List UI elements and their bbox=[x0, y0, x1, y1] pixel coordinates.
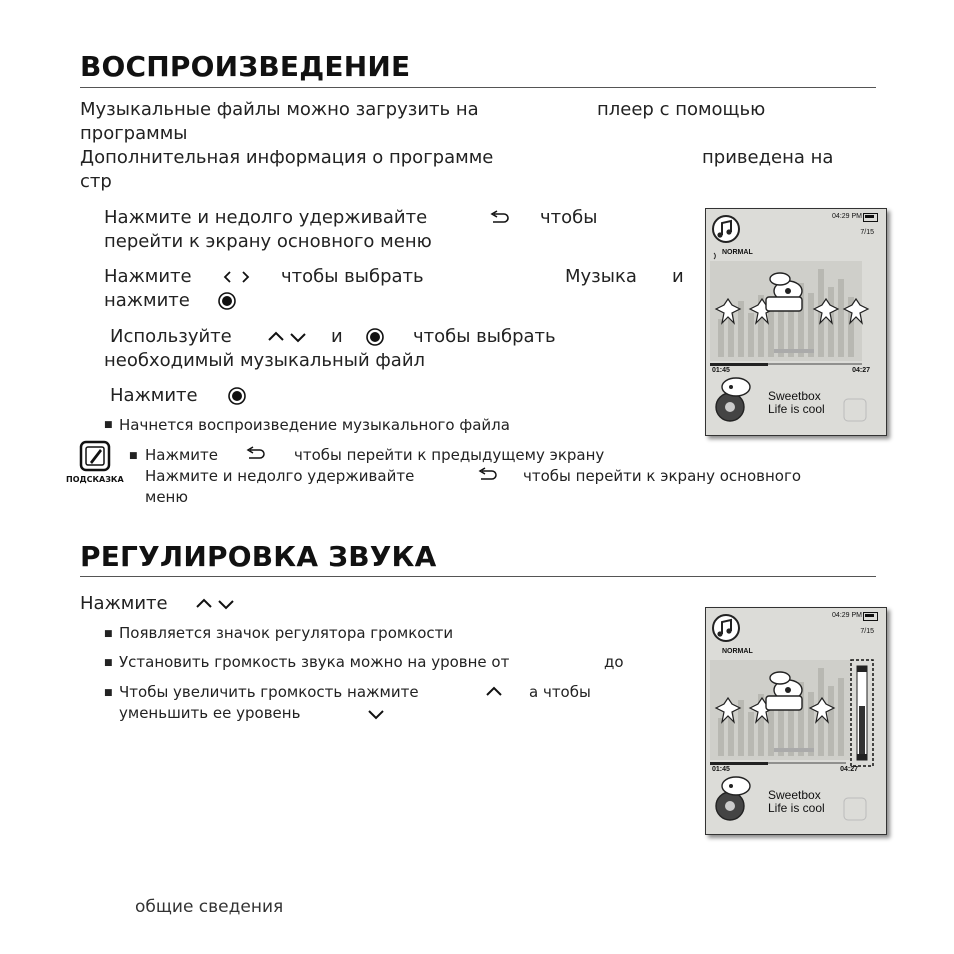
step2-text-b: чтобы выбрать bbox=[281, 266, 424, 287]
player-screen-playback bbox=[705, 208, 887, 436]
bullet-marker: ■ bbox=[104, 688, 113, 698]
tip1-text-a: Нажмите bbox=[145, 446, 219, 464]
device-track-count: 7/15 bbox=[860, 229, 874, 236]
select-button-icon bbox=[365, 327, 385, 347]
device-artist: Sweetbox bbox=[768, 788, 821, 802]
step1-text-c: перейти к экрану основного меню bbox=[104, 231, 432, 252]
bullet-marker: ■ bbox=[129, 451, 138, 461]
device-artist: Sweetbox bbox=[768, 389, 821, 403]
step3-text-b: и bbox=[331, 326, 343, 347]
page-footer: общие сведения bbox=[135, 897, 284, 917]
up-down-icon bbox=[266, 329, 310, 345]
device-time: 04:29 PM bbox=[832, 213, 862, 220]
intro-line2: программы bbox=[80, 123, 188, 144]
tip1-text-b: чтобы перейти к предыдущему экрану bbox=[294, 446, 605, 464]
intro-line1a: Музыкальные файлы можно загрузить на bbox=[80, 99, 479, 120]
up-down-icon bbox=[194, 596, 240, 612]
device-song: Life is cool bbox=[768, 801, 825, 815]
select-button-icon bbox=[227, 386, 247, 406]
volume-bullet2b: до bbox=[604, 653, 624, 671]
step3-text-d: необходимый музыкальный файл bbox=[104, 350, 426, 371]
tip2-text-c: меню bbox=[145, 488, 188, 506]
device-elapsed: 01:45 bbox=[712, 367, 730, 374]
device-play-mode: NORMAL bbox=[722, 249, 753, 256]
step2-menu-music: Музыка bbox=[565, 266, 637, 287]
device-play-mode: NORMAL bbox=[722, 648, 753, 655]
step2-text-d: и bbox=[672, 266, 684, 287]
up-arrow-icon bbox=[484, 685, 504, 699]
volume-press: Нажмите bbox=[80, 593, 168, 614]
step4-text-a: Нажмите bbox=[110, 385, 198, 406]
tip2-text-a: Нажмите и недолго удерживайте bbox=[145, 467, 415, 485]
player-screen-volume bbox=[705, 607, 887, 835]
bullet-marker: ■ bbox=[104, 629, 113, 639]
intro-line3b: приведена на bbox=[702, 147, 834, 168]
step3-text-a: Используйте bbox=[110, 326, 232, 347]
title-rule bbox=[80, 87, 876, 88]
volume-bullet3b: а чтобы bbox=[529, 683, 591, 701]
volume-bullet1: Появляется значок регулятора громкости bbox=[119, 624, 454, 642]
step2-text-e: нажмите bbox=[104, 290, 190, 311]
volume-bullet3a: Чтобы увеличить громкость нажмите bbox=[119, 683, 419, 701]
intro-line3a: Дополнительная информация о программе bbox=[80, 147, 494, 168]
title-rule bbox=[80, 576, 876, 577]
step3-text-c: чтобы выбрать bbox=[413, 326, 556, 347]
device-song: Life is cool bbox=[768, 402, 825, 416]
intro-line1b: плеер с помощью bbox=[597, 99, 766, 120]
device-total: 04:27 bbox=[852, 367, 870, 374]
volume-bullet3c: уменьшить ее уровень bbox=[119, 704, 301, 722]
select-button-icon bbox=[217, 291, 237, 311]
intro-line4: стр bbox=[80, 171, 112, 192]
step4-note: Начнется воспроизведение музыкального файла bbox=[119, 416, 510, 434]
device-time: 04:29 PM bbox=[832, 612, 862, 619]
device-total: 04:27 bbox=[840, 766, 858, 773]
back-arrow-icon bbox=[488, 210, 512, 226]
bullet-marker: ■ bbox=[104, 658, 113, 668]
tip-pencil-icon bbox=[79, 440, 111, 472]
back-arrow-icon bbox=[476, 467, 500, 483]
battery-icon bbox=[863, 612, 878, 621]
device-track-count: 7/15 bbox=[860, 628, 874, 635]
down-arrow-icon bbox=[366, 707, 386, 721]
battery-icon bbox=[863, 213, 878, 222]
volume-bullet2a: Установить громкость звука можно на уровне от bbox=[119, 653, 510, 671]
section-title-playback: ВОСПРОИЗВЕДЕНИЕ bbox=[80, 50, 411, 83]
tip-label: ПОДСКАЗКА bbox=[66, 475, 124, 484]
step1-text-a: Нажмите и недолго удерживайте bbox=[104, 207, 428, 228]
tip2-text-b: чтобы перейти к экрану основного bbox=[523, 467, 802, 485]
section-title-volume: РЕГУЛИРОВКА ЗВУКА bbox=[80, 540, 437, 573]
left-right-icon bbox=[222, 269, 252, 285]
step2-text-a: Нажмите bbox=[104, 266, 192, 287]
back-arrow-icon bbox=[244, 446, 268, 462]
device-elapsed: 01:45 bbox=[712, 766, 730, 773]
bullet-marker: ■ bbox=[104, 420, 113, 430]
step1-text-b: чтобы bbox=[540, 207, 598, 228]
